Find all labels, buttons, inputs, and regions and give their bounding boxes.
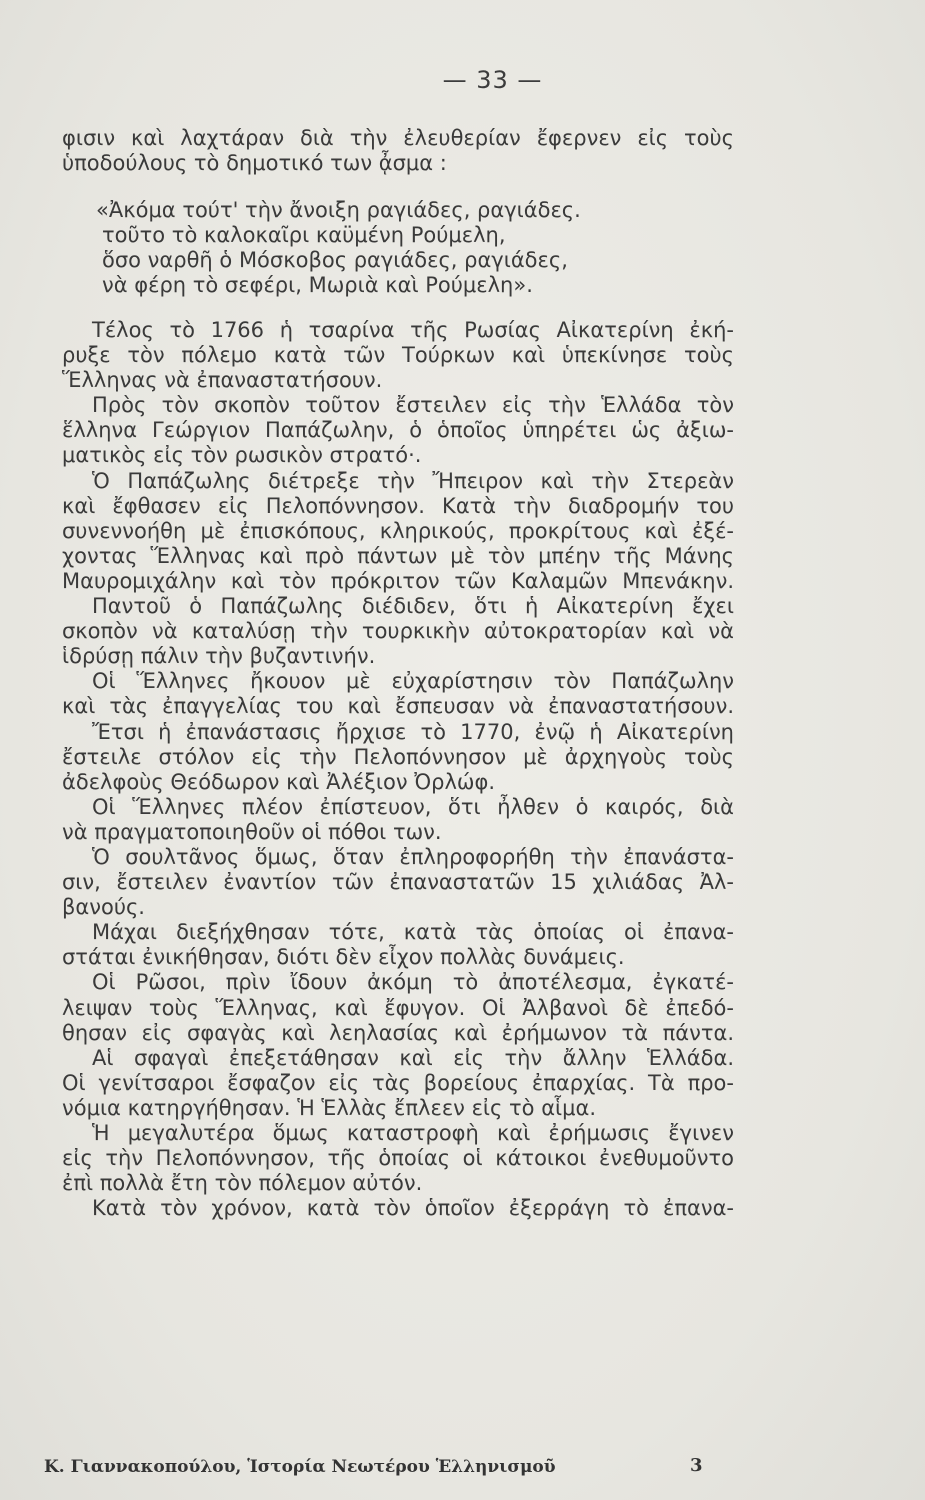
text-line: βανούς. — [62, 895, 145, 920]
text-line: ρυξε τὸν πόλεμο κατὰ τῶν Τούρκων καὶ ὑπεκίνησε τοὺς — [62, 343, 734, 368]
verse-line: τοῦτο τὸ καλοκαῖρι καϋμένη Ρούμελη, — [102, 223, 506, 248]
text-line: φισιν καὶ λαχτάραν διὰ τὴν ἐλευθερίαν ἔφερνεν εἰς τοὺς — [62, 126, 734, 150]
text-line: Πρὸς τὸν σκοπὸν τοῦτον ἔστειλεν εἰς τὴν Ἑλλάδα τὸν — [92, 393, 734, 418]
verse-line: «Ἀκόμα τούτ' τὴν ἄνοιξη ραγιάδες, ραγιάδες. — [96, 198, 581, 222]
text-line: Ὁ σουλτᾶνος ὅμως, ὅταν ἐπληροφορήθη τὴν ἐπανάστα- — [92, 844, 734, 869]
text-line: νόμια κατηργήθησαν. Ἡ Ἑλλὰς ἔπλεεν εἰς τὸ αἷμα. — [62, 1095, 597, 1120]
text-line: καὶ τὰς ἐπαγγελίας του καὶ ἔσπευσαν νὰ ἐπαναστατήσουν. — [62, 694, 734, 719]
text-line: Κατὰ τὸν χρόνον, κατὰ τὸν ὁποῖον ἐξερράγη τὸ ἐπανα- — [92, 1196, 734, 1221]
text-line: ἕλληνα Γεώργιον Παπάζωλην, ὁ ὁποῖος ὑπηρέτει ὡς ἀξιω- — [62, 418, 734, 443]
text-line: στάται ἐνικήθησαν, διότι δὲν εἶχον πολλὰς δυνάμεις. — [62, 945, 625, 970]
text-line: ἐπὶ πολλὰ ἔτη τὸν πόλεμον αὐτόν. — [62, 1171, 423, 1196]
text-line: Ἔτσι ἡ ἐπανάστασις ἤρχισε τὸ 1770, ἐνῷ ἡ Αἰκατερίνη — [92, 719, 734, 744]
text-line: Οἱ Ἕλληνες ἤκουον μὲ εὐχαρίστησιν τὸν Παπάζωλην — [92, 669, 734, 694]
text-line: Μάχαι διεξήχθησαν τότε, κατὰ τὰς ὁποίας οἱ ἐπανα- — [92, 920, 734, 945]
text-line: Ἕλληνας νὰ ἐπαναστατήσουν. — [62, 368, 383, 393]
text-line: ἀδελφοὺς Θεόδωρον καὶ Ἀλέξιον Ὀρλώφ. — [62, 769, 496, 794]
text-line: Οἱ Ρῶσοι, πρὶν ἴδουν ἀκόμη τὸ ἀποτέλεσμα, ἐγκατέ- — [92, 970, 734, 995]
text-line: σιν, ἔστειλεν ἐναντίον τῶν ἐπαναστατῶν 15 χιλιάδας Ἀλ- — [62, 870, 734, 895]
text-line: Αἱ σφαγαὶ ἐπεξετάθησαν καὶ εἰς τὴν ἄλλην Ἑλλάδα. — [92, 1045, 734, 1070]
text-line: ὑποδούλους τὸ δημοτικό των ᾆσμα : — [62, 151, 447, 176]
text-line: θησαν εἰς σφαγὰς καὶ λεηλασίας καὶ ἐρήμωνον τὰ πάντα. — [62, 1020, 734, 1045]
verse-line: νὰ φέρη τὸ σεφέρι, Μωριὰ καὶ Ρούμελη». — [102, 273, 533, 298]
text-line: εἰς τὴν Πελοπόννησον, τῆς ὁποίας οἱ κάτοικοι ἐνεθυμοῦντο — [62, 1146, 734, 1171]
text-line: Οἱ γενίτσαροι ἔσφαζον εἰς τὰς βορείους ἐπαρχίας. Τὰ προ- — [62, 1070, 734, 1095]
page-number: — 33 — — [442, 66, 543, 94]
text-line: Οἱ Ἕλληνες πλέον ἐπίστευον, ὅτι ἦλθεν ὁ καιρός, διὰ — [92, 794, 734, 819]
folk-song-verse — [96, 198, 581, 298]
text-line: Ἡ μεγαλυτέρα ὅμως καταστροφὴ καὶ ἐρήμωσις ἔγινεν — [92, 1121, 734, 1145]
text-line: νὰ πραγματοποιηθοῦν οἱ πόθοι των. — [62, 819, 442, 844]
text-line: λειψαν τοὺς Ἕλληνας, καὶ ἔφυγον. Οἱ Ἀλβανοὶ δὲ ἐπεδό- — [62, 995, 734, 1020]
text-line: Τέλος τὸ 1766 ἡ τσαρίνα τῆς Ρωσίας Αἰκατερίνη ἐκή- — [92, 318, 734, 342]
footer-citation: Κ. Γιαννακοπούλου, Ἱστορία Νεωτέρου Ἑλληνισμοῦ — [44, 1457, 556, 1477]
text-line: συνεννοήθη μὲ ἐπισκόπους, κληρικούς, προκρίτους καὶ ἐξέ- — [62, 518, 734, 543]
text-line: ἱδρύσῃ πάλιν τὴν βυζαντινήν. — [62, 644, 376, 669]
text-line: ἔστειλε στόλον εἰς τὴν Πελοπόννησον μὲ ἀρχηγοὺς τοὺς — [62, 744, 734, 769]
signature-mark: 3 — [690, 1455, 703, 1476]
text-line: Ὁ Παπάζωλης διέτρεξε τὴν Ἤπειρον καὶ τὴν Στερεὰν — [92, 468, 734, 493]
text-line: σκοπὸν νὰ καταλύσῃ τὴν τουρκικὴν αὐτοκρατορίαν καὶ νὰ — [62, 619, 734, 644]
text-line: Μαυρομιχάλην καὶ τὸν πρόκριτον τῶν Καλαμῶν Μπενάκην. — [62, 568, 734, 593]
text-line: καὶ ἔφθασεν εἰς Πελοπόννησον. Κατὰ τὴν διαδρομήν του — [62, 493, 734, 518]
text-line: Παντοῦ ὁ Παπάζωλης διέδιδεν, ὅτι ἡ Αἰκατερίνη ἔχει — [92, 594, 734, 619]
text-line: χοντας Ἕλληνας καὶ πρὸ πάντων μὲ τὸν μπέην τῆς Μάνης — [62, 543, 734, 568]
text-line: ματικὸς εἰς τὸν ρωσικὸν στρατό·. — [62, 443, 422, 468]
intro-paragraph — [62, 126, 734, 176]
body-text — [62, 318, 734, 1221]
verse-line: ὅσο ναρθῆ ὁ Μόσκοβος ραγιάδες, ραγιάδες, — [102, 248, 568, 273]
